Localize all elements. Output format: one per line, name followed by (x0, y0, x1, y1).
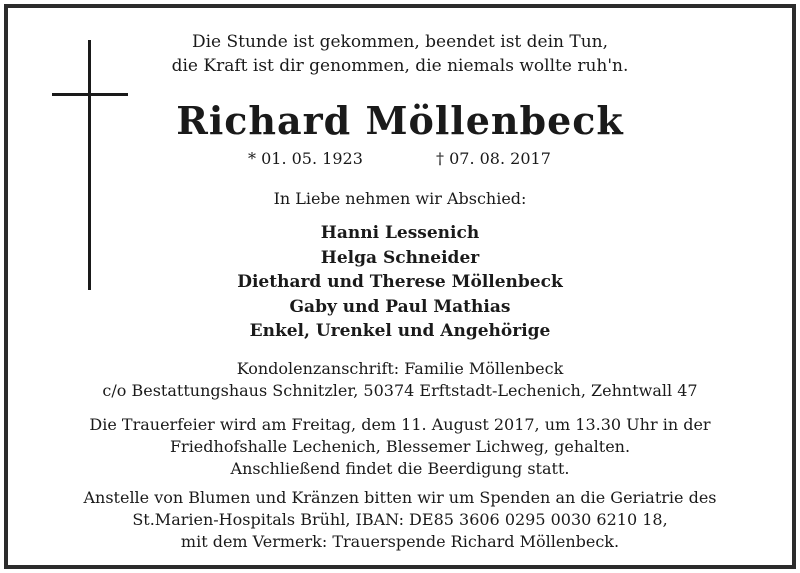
condolence-address (0, 358, 800, 402)
memorial-verse (0, 30, 800, 78)
mourner-item: Hanni Lessenich (320, 223, 480, 243)
donation-line-2: St.Marien-Hospitals Brühl, IBAN: DE85 3606 0295 0030 6210 18, (132, 510, 668, 529)
verse-line-2: die Kraft ist dir genommen, die niemals wollte ruh'n. (171, 56, 629, 76)
donation-request (0, 487, 800, 553)
farewell-line: In Liebe nehmen wir Abschied: (273, 189, 527, 208)
birth-date: * 01. 05. 1923 (248, 149, 363, 168)
donation-line-3: mit dem Vermerk: Trauerspende Richard Möllenbeck. (180, 532, 620, 551)
service-line-3: Anschließend findet die Beerdigung statt. (230, 459, 570, 478)
funeral-service-info (0, 414, 800, 480)
mourner-item: Helga Schneider (320, 247, 480, 268)
condolence-line-1: Kondolenzanschrift: Familie Möllenbeck (236, 359, 564, 378)
verse-line-1: Die Stunde ist gekommen, beendet ist dein Tun, (191, 32, 609, 52)
deceased-name: Richard Möllenbeck (176, 98, 624, 143)
service-line-1: Die Trauerfeier wird am Freitag, dem 11. August 2017, um 13.30 Uhr in der (89, 415, 711, 434)
condolence-line-2: c/o Bestattungshaus Schnitzler, 50374 Erftstadt-Lechenich, Zehntwall 47 (102, 381, 698, 400)
mourner-item: Diethard und Therese Möllenbeck (237, 272, 563, 292)
death-date: † 07. 08. 2017 (436, 149, 551, 168)
mourners-list (0, 221, 800, 344)
donation-line-1: Anstelle von Blumen und Kränzen bitten wir um Spenden an die Geriatrie des (83, 488, 717, 507)
life-dates (0, 148, 800, 170)
service-line-2: Friedhofshalle Lechenich, Blessemer Lichweg, gehalten. (169, 437, 631, 456)
mourner-item: Enkel, Urenkel und Angehörige (249, 321, 551, 341)
mourner-item: Gaby und Paul Mathias (289, 296, 511, 317)
